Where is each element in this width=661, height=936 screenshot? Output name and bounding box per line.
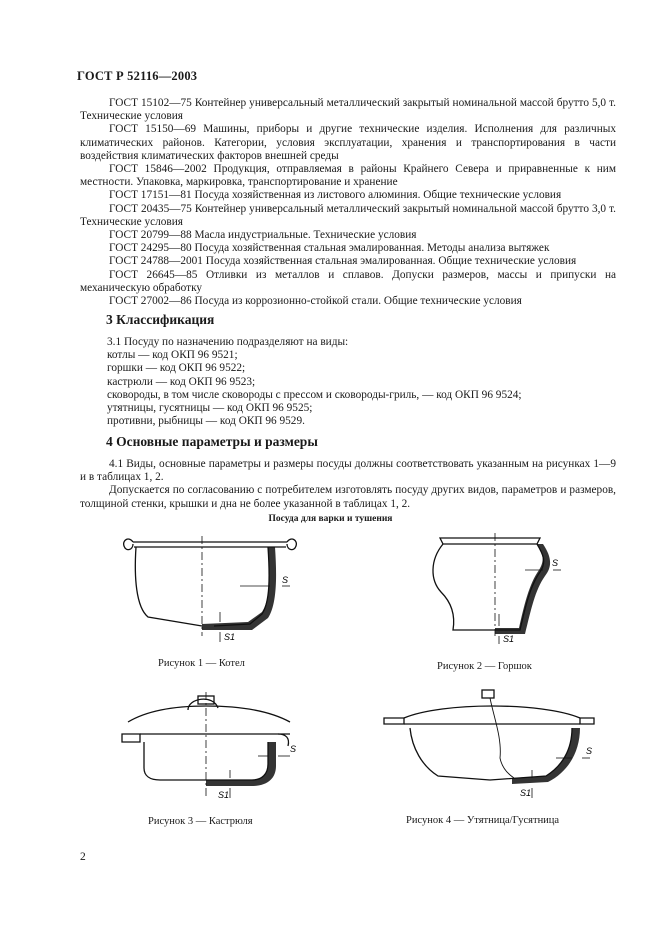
list-item: котлы — код ОКП 96 9521; [107,349,238,362]
section-4-title: 4 Основные параметры и размеры [106,434,318,449]
section-4-paragraph: 4.1 Виды, основные параметры и размеры посуды должны соответствовать указанным на рисунках 1—9 и в таблицах 1, 2. [80,458,616,484]
section-3-title: 3 Классификация [106,312,215,327]
figures-title: Посуда для варки и тушения [268,514,393,524]
reference-item: ГОСТ 24788—2001 Посуда хозяйственная стальная эмалированная. Общие технические условия [109,255,577,268]
section-3-intro: 3.1 Посуду по назначению подразделяют на виды: [107,336,349,348]
figure-2-caption: Рисунок 2 — Горшок [437,661,532,672]
reference-item: ГОСТ 17151—81 Посуда хозяйственная из листового алюминия. Общие технические условия [109,189,562,202]
document-header: ГОСТ Р 52116—2003 [77,69,198,83]
list-item: сковороды, в том числе сковороды с прессом и сковороды-гриль, — код ОКП 96 9524; [107,388,522,401]
figure-1-caption: Рисунок 1 — Котел [158,658,245,669]
reference-item: ГОСТ 26645—85 Отливки из металлов и сплавов. Допуски размеров, массы и припуски на механическую обработку [80,268,616,294]
figure-2-s1-label: S1 [503,634,515,644]
reference-item: ГОСТ 24295—80 Посуда хозяйственная стальная эмалированная. Методы анализа вытяжек [109,242,550,255]
figure-4-s1-label: S1 [520,788,532,798]
references-list [80,97,616,308]
reference-item: ГОСТ 15102—75 Контейнер универсальный металлический закрытый номинальной массой брутто 5,0 т. Технические условия [80,97,616,123]
figure-4-caption: Рисунок 4 — Утятница/Гусятница [406,815,560,826]
page-number: 2 [80,851,86,863]
section-3-body [80,336,616,428]
list-item: противни, рыбницы — код ОКП 96 9529. [107,415,305,428]
section-4-paragraph: Допускается по согласованию с потребителем изготовлять посуду других видов, параметров и размеров, толщиной стенки, крышки и дна не более указанной в таблицах 1, 2. [80,484,616,510]
section-4-body [80,458,616,511]
list-item: утятницы, гусятницы — код ОКП 96 9525; [107,402,313,415]
figure-3-saucepan [118,690,308,805]
figure-3-caption: Рисунок 3 — Кастрюля [148,816,253,827]
figure-1-s1-label: S1 [224,632,236,642]
figure-3-s-label: S [290,744,297,754]
reference-item: ГОСТ 15846—2002 Продукция, отправляемая в районы Крайнего Севера и приравненные к ним местности. Упаковка, маркировка, транспортирование и хранение [80,163,617,189]
figure-1-s-label: S [282,575,289,585]
reference-item: ГОСТ 20799—88 Масла индустриальные. Технические условия [109,229,417,242]
reference-item: ГОСТ 15150—69 Машины, приборы и другие технические изделия. Исполнения для различных климатических районов. Категории, условия эксплуатации, хранения и транспортирования в части воздействия климатических факторов внешней среды [80,123,616,162]
list-item: кастрюли — код ОКП 96 9523; [107,375,256,388]
list-item: горшки — код ОКП 96 9522; [107,362,246,375]
figure-2-pot [425,530,565,644]
figure-4-s-label: S [586,746,593,756]
figure-4-roaster [382,688,597,803]
figure-3-s1-label: S1 [218,790,230,800]
reference-item: ГОСТ 20435—75 Контейнер универсальный металлический закрытый номинальной массой брутто 3,0 т. Технические условия [80,202,616,228]
reference-item: ГОСТ 27002—86 Посуда из коррозионно-стойкой стали. Общие технические условия [109,295,522,308]
figure-1-kettle [120,532,300,647]
figure-2-s-label: S [552,558,559,568]
